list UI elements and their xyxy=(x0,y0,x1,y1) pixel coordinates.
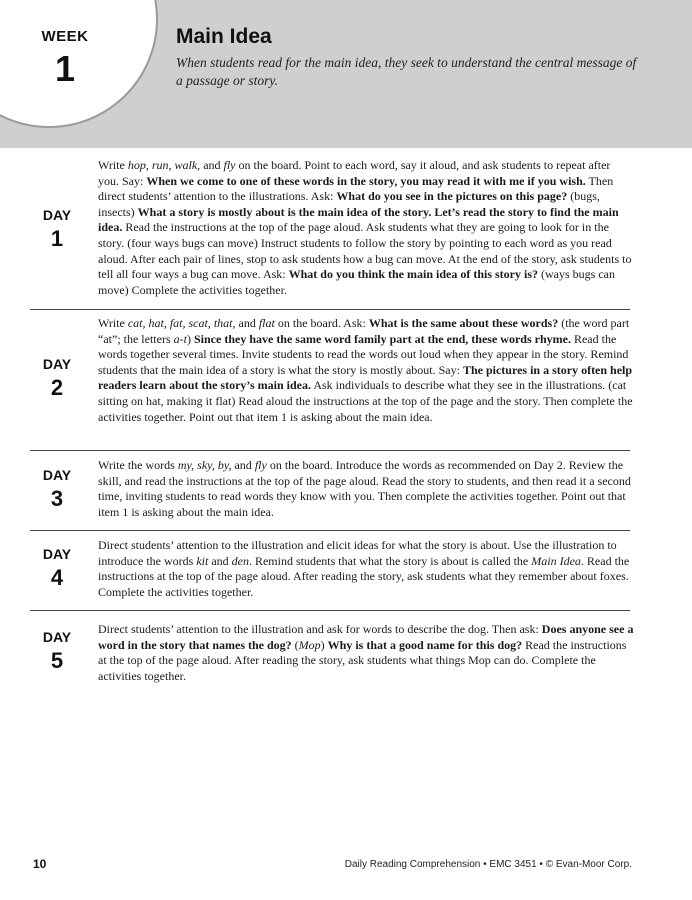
text-run: and xyxy=(208,553,232,568)
text-run: . Remind students that what the story is about is called the xyxy=(248,553,532,568)
text-run: Write xyxy=(98,316,128,330)
day-5-label: DAY xyxy=(42,629,72,645)
text-run: and xyxy=(200,158,224,172)
text-run: Direct students’ attention to the illustration and ask for words to describe the dog. Then ask: xyxy=(98,622,542,636)
page-number: 10 xyxy=(33,857,47,871)
text-run: . Read the instructions at the top of the page aloud. After reading the story, ask students what they remember about foxes. Complete the activities together. xyxy=(98,553,630,599)
italic-word: flat xyxy=(258,316,275,330)
day-4-label: DAY xyxy=(42,546,72,562)
page-title: Main Idea xyxy=(176,25,272,48)
day-4-number: 4 xyxy=(50,565,64,590)
day-2-label: DAY xyxy=(42,356,72,372)
day-5-number: 5 xyxy=(50,648,64,673)
italic-word: cat, hat, fat, scat, that, xyxy=(127,316,236,330)
divider xyxy=(30,610,630,611)
text-run: (ways bugs can move) Complete the activities together. xyxy=(98,267,615,297)
text-run: on the board. Introduce the words as recommended on Day 2. Review the skill, and read the instructions at the top of the page aloud. Read the story to students, and then read it a second time, inviting students to read words they know with you. Then complete the activities together. Point out that item 1 is asking about the main idea. xyxy=(98,458,631,519)
day-3-label: DAY xyxy=(42,467,72,483)
bold-prompt: Does anyone see a word in the story that names the dog? xyxy=(98,622,634,652)
day-1-text xyxy=(98,158,634,298)
week-number: 1 xyxy=(54,48,76,89)
bold-prompt: The pictures in a story often help readers learn about the story’s main idea. xyxy=(98,362,633,393)
day-5-text xyxy=(98,622,634,684)
text-run: on the board. Point to each word, say it aloud, and ask students to repeat after you. Say: xyxy=(98,158,611,188)
day-3-number: 3 xyxy=(50,486,64,511)
text-run: ( xyxy=(291,637,299,652)
italic-word: hop, run, walk, xyxy=(127,158,201,172)
text-run: ) xyxy=(186,331,194,346)
text-run: (bugs, insects) xyxy=(98,189,600,219)
text-run: and xyxy=(231,458,255,472)
text-run: Read the instructions at the top of the page aloud. After reading the story, ask students what things Mop can do. Complete the activities together. xyxy=(98,637,627,683)
bold-prompt: What do you think the main idea of this story is? xyxy=(288,267,538,282)
italic-word: fly xyxy=(254,458,267,472)
bold-prompt: Why is that a good name for this dog? xyxy=(327,637,523,652)
italic-word: my, sky, by, xyxy=(177,458,232,472)
day-1-number: 1 xyxy=(50,226,64,251)
text-run: ) xyxy=(320,637,328,652)
day-2-number: 2 xyxy=(50,375,64,400)
text-run: Read the words together several times. Invite students to read the words out loud when they appear in the story. Remind students that the main idea of a story is what the story is mostly about. Say: xyxy=(98,331,629,377)
page-header xyxy=(0,0,692,148)
bold-prompt: Since they have the same word family part at the end, these words rhyme. xyxy=(193,331,571,346)
text-run: Read the instructions at the top of the page aloud. Ask students what they are going to look for in the story. (four ways bugs can move) Instruct students to follow the story by pointing to each word as you read aloud. After each pair of lines, stop to ask students how a bug can move. At the end of the story, ask students to tell all four ways a bug can move. Ask: xyxy=(98,220,632,282)
page-subtitle: When students read for the main idea, they seek to understand the central message of a passage or story. xyxy=(176,55,637,88)
divider xyxy=(30,530,630,531)
week-label: WEEK xyxy=(41,28,89,45)
text-run: Write the words xyxy=(98,458,178,472)
italic-word: a-t xyxy=(173,331,187,346)
text-run: (the word part “at”; the letters xyxy=(98,316,630,346)
bold-prompt: What a story is mostly about is the main idea of the story. Let’s read the story to find the main idea. xyxy=(98,204,619,235)
day-3-text xyxy=(98,458,634,520)
italic-word: Main Idea xyxy=(531,553,581,568)
divider xyxy=(30,309,630,310)
italic-word: fly xyxy=(223,158,236,172)
day-4-text xyxy=(98,538,634,600)
text-run: on the board. Ask: xyxy=(274,316,369,330)
footer-credit: Daily Reading Comprehension • EMC 3451 • © Evan-Moor Corp. xyxy=(344,859,632,870)
text-run: Then direct students’ attention to the illustrations. Ask: xyxy=(98,173,614,204)
day-2-text xyxy=(98,316,634,425)
day-1-label: DAY xyxy=(42,207,72,223)
text-run: and xyxy=(235,316,259,330)
text-run: Ask individuals to describe what they see in the illustrations. (cat sitting on hat, making it flat) Read aloud the instructions at the top of the page and the story. Then complete the activities together. Point out that item 1 is asking about the main idea. xyxy=(98,378,633,424)
bold-prompt: What do you see in the pictures on this page? xyxy=(336,189,568,204)
italic-word: den xyxy=(231,553,249,568)
text-run: Direct students’ attention to the illustration and elicit ideas for what the story is about. Use the illustration to introduce the words xyxy=(98,538,617,568)
italic-word: kit xyxy=(196,553,209,568)
text-run: Write xyxy=(98,158,128,172)
italic-word: Mop xyxy=(298,637,321,652)
divider xyxy=(30,450,630,451)
bold-prompt: When we come to one of these words in the story, you may read it with me if you wish. xyxy=(146,173,586,188)
bold-prompt: What is the same about these words? xyxy=(368,316,559,330)
